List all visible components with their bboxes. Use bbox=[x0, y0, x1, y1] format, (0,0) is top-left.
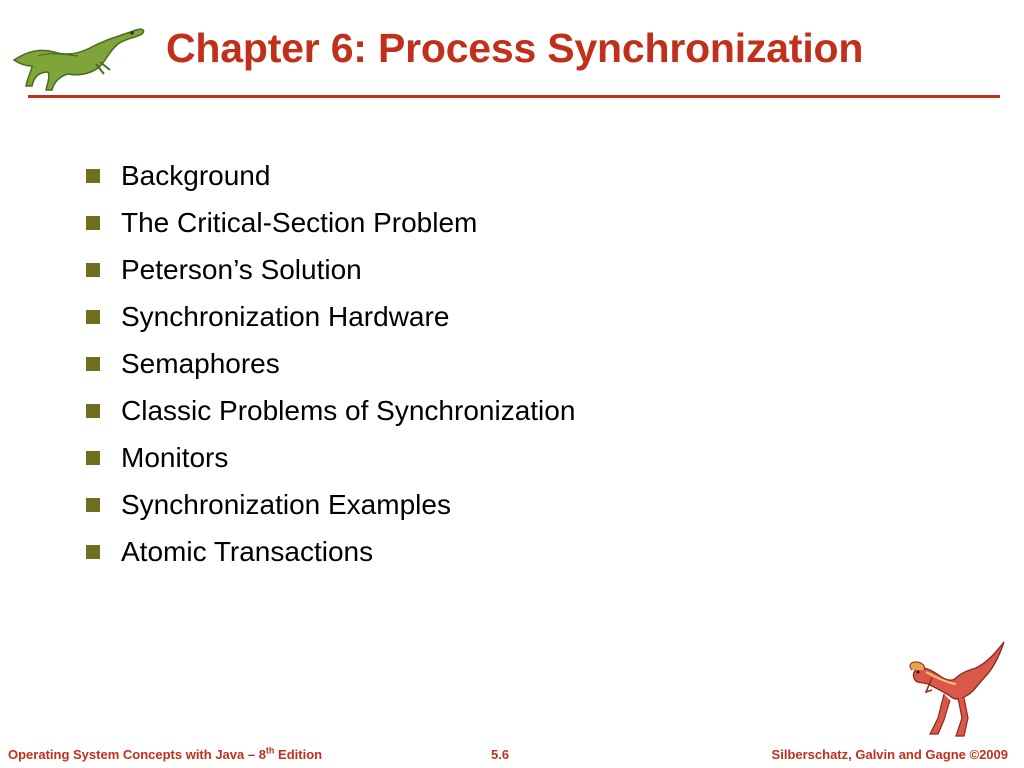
list-item bbox=[86, 528, 575, 575]
square-bullet-icon bbox=[86, 216, 100, 230]
bullet-text: The Critical-Section Problem bbox=[121, 206, 478, 238]
bullet-text: Atomic Transactions bbox=[121, 535, 374, 567]
list-item bbox=[86, 246, 575, 293]
bullet-text: Monitors bbox=[121, 441, 229, 473]
red-dinosaur-icon bbox=[904, 638, 1014, 742]
square-bullet-icon bbox=[86, 310, 100, 324]
list-item bbox=[86, 434, 575, 481]
page-number: 5.6 bbox=[491, 747, 510, 762]
bullet-text: Peterson’s Solution bbox=[121, 253, 362, 285]
square-bullet-icon bbox=[86, 263, 100, 277]
list-item bbox=[86, 293, 575, 340]
square-bullet-icon bbox=[86, 404, 100, 418]
square-bullet-icon bbox=[86, 169, 100, 183]
title-divider bbox=[28, 95, 1000, 98]
list-item bbox=[86, 387, 575, 434]
square-bullet-icon bbox=[86, 357, 100, 371]
footer-copyright: Silberschatz, Galvin and Gagne ©2009 bbox=[771, 747, 1008, 762]
list-item bbox=[86, 340, 575, 387]
square-bullet-icon bbox=[86, 545, 100, 559]
bullet-text: Classic Problems of Synchronization bbox=[121, 394, 576, 426]
bullet-text: Synchronization Examples bbox=[121, 488, 451, 520]
bullet-text: Semaphores bbox=[121, 347, 280, 379]
bullet-text: Background bbox=[121, 159, 271, 191]
bullet-list bbox=[86, 152, 575, 575]
page-title: Chapter 6: Process Synchronization bbox=[166, 25, 864, 71]
footer-book-title: Operating System Concepts with Java – 8th Edition bbox=[8, 745, 323, 762]
bullet-text: Synchronization Hardware bbox=[121, 300, 450, 332]
square-bullet-icon bbox=[86, 451, 100, 465]
list-item bbox=[86, 152, 575, 199]
green-dinosaur-icon bbox=[8, 16, 148, 96]
list-item bbox=[86, 199, 575, 246]
list-item bbox=[86, 481, 575, 528]
square-bullet-icon bbox=[86, 498, 100, 512]
